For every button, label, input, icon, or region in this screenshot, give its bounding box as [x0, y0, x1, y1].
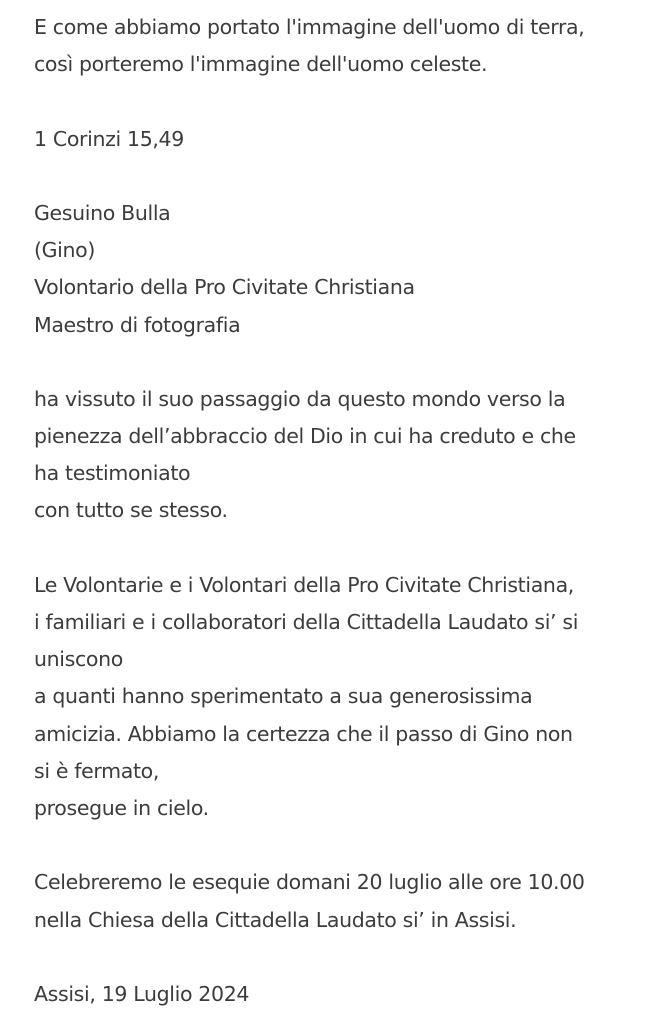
- dateline: Assisi, 19 Luglio 2024: [34, 981, 250, 1006]
- funeral-paragraph: [34, 864, 654, 938]
- quote-block: [34, 9, 654, 83]
- paragraph-gap: [34, 344, 654, 381]
- paragraph-gap: [34, 83, 654, 120]
- community-line: Le Volontarie e i Volontari della Pro Civitate Christiana,: [34, 572, 574, 597]
- quote-line: E come abbiamo portato l'immagine dell'uomo di terra,: [34, 15, 585, 39]
- community-line: uniscono: [34, 647, 123, 672]
- passage-line: con tutto se stesso.: [34, 498, 228, 523]
- community-line: a quanti hanno sperimentato a sua generosissima: [34, 684, 533, 709]
- community-line: prosegue in cielo.: [34, 795, 209, 820]
- person-name: Gesuino Bulla: [34, 200, 171, 225]
- paragraph-gap: [34, 530, 654, 567]
- community-line: i familiari e i collaboratori della Cittadella Laudato si’ si: [34, 610, 579, 634]
- paragraph-gap: [34, 939, 654, 976]
- funeral-line: nella Chiesa della Cittadella Laudato si’ in Assisi.: [34, 907, 517, 932]
- community-paragraph: [34, 567, 654, 827]
- person-role: Maestro di fotografia: [34, 312, 241, 337]
- person-block: [34, 195, 654, 344]
- person-nickname: (Gino): [34, 238, 96, 263]
- funeral-line: Celebreremo le esequie domani 20 luglio alle ore 10.00: [34, 870, 585, 895]
- paragraph-gap: [34, 827, 654, 864]
- community-line: si è fermato,: [34, 758, 159, 783]
- paragraph-gap: [34, 158, 654, 195]
- passage-line: pienezza dell’abbraccio del Dio in cui ha creduto e che: [34, 424, 576, 449]
- obituary-text: [34, 9, 654, 1013]
- bible-reference: 1 Corinzi 15,49: [34, 126, 184, 151]
- passage-line: ha testimoniato: [34, 461, 191, 486]
- passage-line: ha vissuto il suo passaggio da questo mondo verso la: [34, 386, 566, 411]
- passage-paragraph: [34, 381, 654, 530]
- person-role: Volontario della Pro Civitate Christiana: [34, 275, 415, 300]
- community-line: amicizia. Abbiamo la certezza che il passo di Gino non: [34, 721, 573, 746]
- quote-line: così porteremo l'immagine dell'uomo celeste.: [34, 52, 488, 77]
